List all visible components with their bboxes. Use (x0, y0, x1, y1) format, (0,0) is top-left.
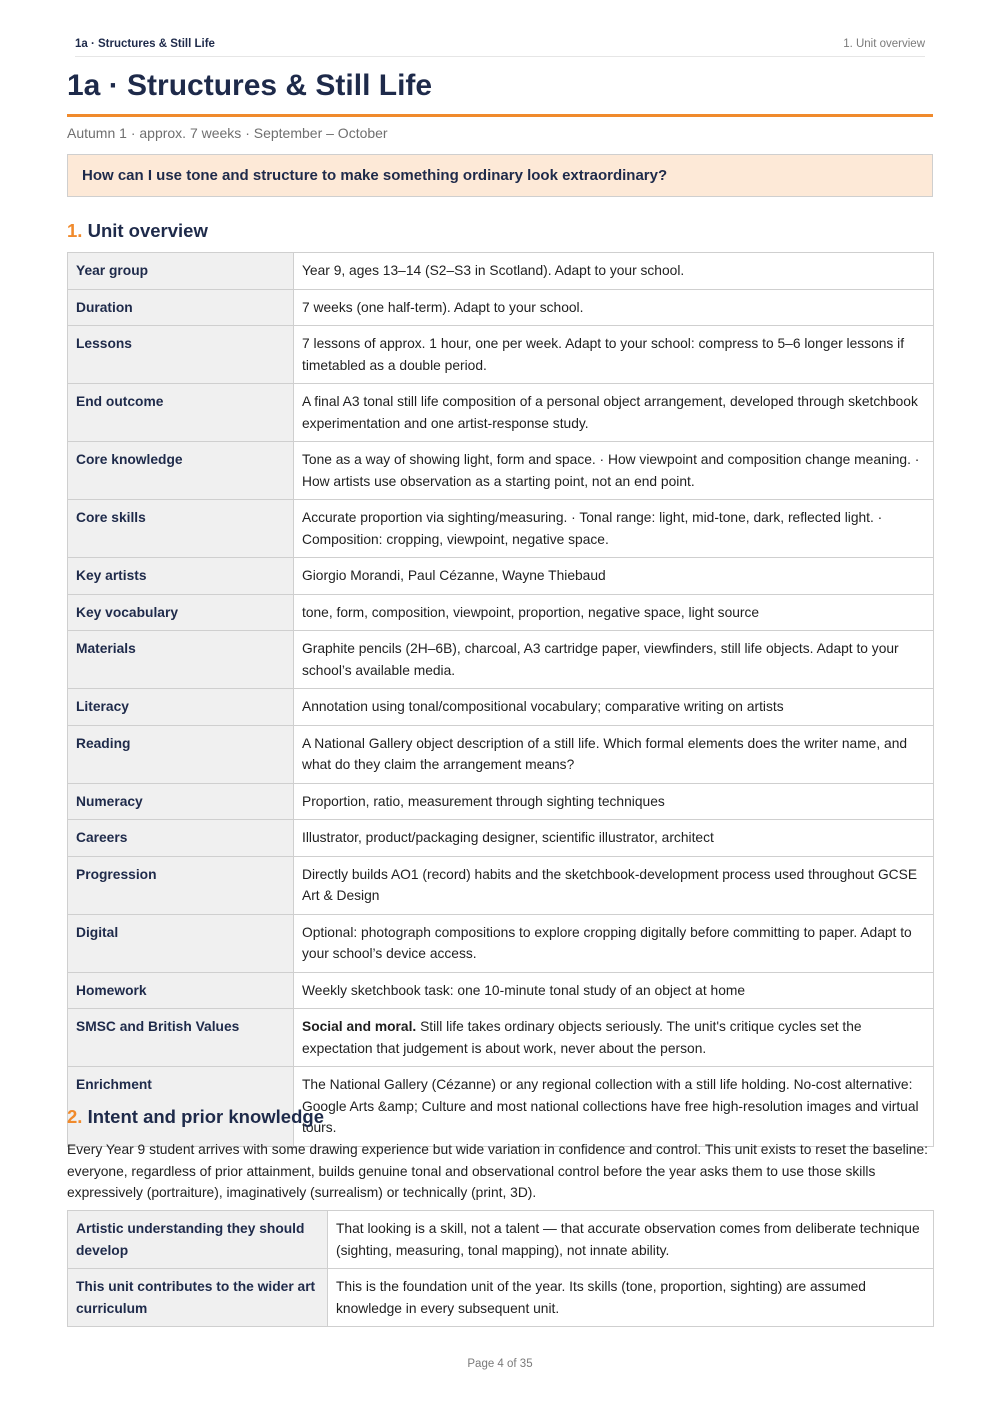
row-value: Year 9, ages 13–14 (S2–S3 in Scotland). Adapt to your school. (294, 253, 934, 290)
row-value: A National Gallery object description of a still life. Which formal elements does the writer name, and what do they claim the arrangement means? (294, 725, 934, 783)
table-row (68, 689, 934, 726)
row-key: Key vocabulary (68, 594, 294, 631)
row-key: Careers (68, 820, 294, 857)
table-row (68, 1211, 934, 1269)
row-value: Annotation using tonal/compositional vocabulary; comparative writing on artists (294, 689, 934, 726)
intent-table (67, 1210, 934, 1327)
table-row (68, 856, 934, 914)
row-value: Optional: photograph compositions to explore cropping digitally before committing to paper. Adapt to your school’s device access. (294, 914, 934, 972)
section-1-number: 1. (67, 220, 83, 241)
row-key: Lessons (68, 326, 294, 384)
row-key: End outcome (68, 384, 294, 442)
section-2-number: 2. (67, 1106, 83, 1127)
table-row (68, 972, 934, 1009)
table-row (68, 289, 934, 326)
table-row (68, 442, 934, 500)
row-value: tone, form, composition, viewpoint, proportion, negative space, light source (294, 594, 934, 631)
page-subtitle: Autumn 1 · approx. 7 weeks · September – October (67, 125, 388, 141)
row-value: 7 weeks (one half-term). Adapt to your school. (294, 289, 934, 326)
page-title: 1a · Structures & Still Life (67, 68, 933, 117)
table-row-smsc (68, 1009, 934, 1067)
running-header (75, 38, 925, 57)
table-row (68, 500, 934, 558)
unit-overview-rows (68, 253, 934, 1147)
row-key: Core skills (68, 500, 294, 558)
table-row (68, 783, 934, 820)
table-row (68, 384, 934, 442)
row-key: SMSC and British Values (68, 1009, 294, 1067)
row-value: This is the foundation unit of the year. Its skills (tone, proportion, sighting) are assumed knowledge in every subsequent unit. (328, 1269, 934, 1327)
table-row (68, 725, 934, 783)
intent-rows (68, 1211, 934, 1327)
row-key: Key artists (68, 558, 294, 595)
row-key: Year group (68, 253, 294, 290)
row-key: Literacy (68, 689, 294, 726)
row-key: Enrichment (68, 1067, 294, 1147)
section-2-heading (67, 1106, 324, 1128)
unit-overview-table (67, 252, 934, 1147)
section-1-heading (67, 220, 208, 242)
row-key: This unit contributes to the wider art curriculum (68, 1269, 328, 1327)
row-key: Core knowledge (68, 442, 294, 500)
row-value (294, 1009, 934, 1067)
row-value: Graphite pencils (2H–6B), charcoal, A3 cartridge paper, viewfinders, still life objects. Adapt to your school’s available media. (294, 631, 934, 689)
section-1-title: Unit overview (87, 220, 208, 241)
key-question-text: How can I use tone and structure to make something ordinary look extraordinary? (82, 167, 668, 184)
table-row (68, 594, 934, 631)
smsc-text: Still life takes ordinary objects seriously. The unit's critique cycles set the expectation that judgement is about work, never about the person. (302, 1019, 862, 1056)
row-value: Proportion, ratio, measurement through sighting techniques (294, 783, 934, 820)
row-key: Numeracy (68, 783, 294, 820)
row-value: Accurate proportion via sighting/measuring. · Tonal range: light, mid-tone, dark, reflected light. · Composition: cropping, viewpoint, negative space. (294, 500, 934, 558)
table-row (68, 914, 934, 972)
row-value: 7 lessons of approx. 1 hour, one per week. Adapt to your school: compress to 5–6 longer lessons if timetabled as a double period. (294, 326, 934, 384)
smsc-lead: Social and moral. (302, 1019, 417, 1034)
section-2-title: Intent and prior knowledge (87, 1106, 324, 1127)
row-value: Weekly sketchbook task: one 10-minute tonal study of an object at home (294, 972, 934, 1009)
row-key: Artistic understanding they should develop (68, 1211, 328, 1269)
table-row (68, 253, 934, 290)
row-value: Illustrator, product/packaging designer, scientific illustrator, architect (294, 820, 934, 857)
row-value: That looking is a skill, not a talent — that accurate observation comes from deliberate technique (sighting, measuring, tonal mapping), not innate ability. (328, 1211, 934, 1269)
running-header-section: 1. Unit overview (843, 38, 925, 50)
row-key: Duration (68, 289, 294, 326)
row-value: Tone as a way of showing light, form and space. · How viewpoint and composition change meaning. · How artists use observation as a starting point, not an end point. (294, 442, 934, 500)
key-question-box (67, 154, 933, 197)
running-header-title: 1a · Structures & Still Life (75, 38, 215, 50)
row-key: Reading (68, 725, 294, 783)
row-value: The National Gallery (Cézanne) or any regional collection with a still life holding. No-cost alternative: Google Arts &amp; Culture and most national collections have free high-resolution images and virtual tours. (294, 1067, 934, 1147)
page-number: Page 4 of 35 (467, 1358, 533, 1370)
table-row (68, 326, 934, 384)
table-row (68, 820, 934, 857)
row-key: Digital (68, 914, 294, 972)
row-value: Directly builds AO1 (record) habits and the sketchbook-development process used throughout GCSE Art & Design (294, 856, 934, 914)
row-value: Giorgio Morandi, Paul Cézanne, Wayne Thiebaud (294, 558, 934, 595)
section-2-intro: Every Year 9 student arrives with some drawing experience but wide variation in confidence and control. This unit exists to reset the baseline: everyone, regardless of prior attainment, builds genuine tonal and observational control before the year asks them to use those skills expressively (portraiture), imaginatively (surrealism) or technically (print, 3D). (67, 1142, 928, 1201)
table-row (68, 631, 934, 689)
table-row (68, 1269, 934, 1327)
row-key: Progression (68, 856, 294, 914)
row-key: Homework (68, 972, 294, 1009)
row-key: Materials (68, 631, 294, 689)
row-value: A final A3 tonal still life composition of a personal object arrangement, developed through sketchbook experimentation and one artist-response study. (294, 384, 934, 442)
table-row (68, 558, 934, 595)
